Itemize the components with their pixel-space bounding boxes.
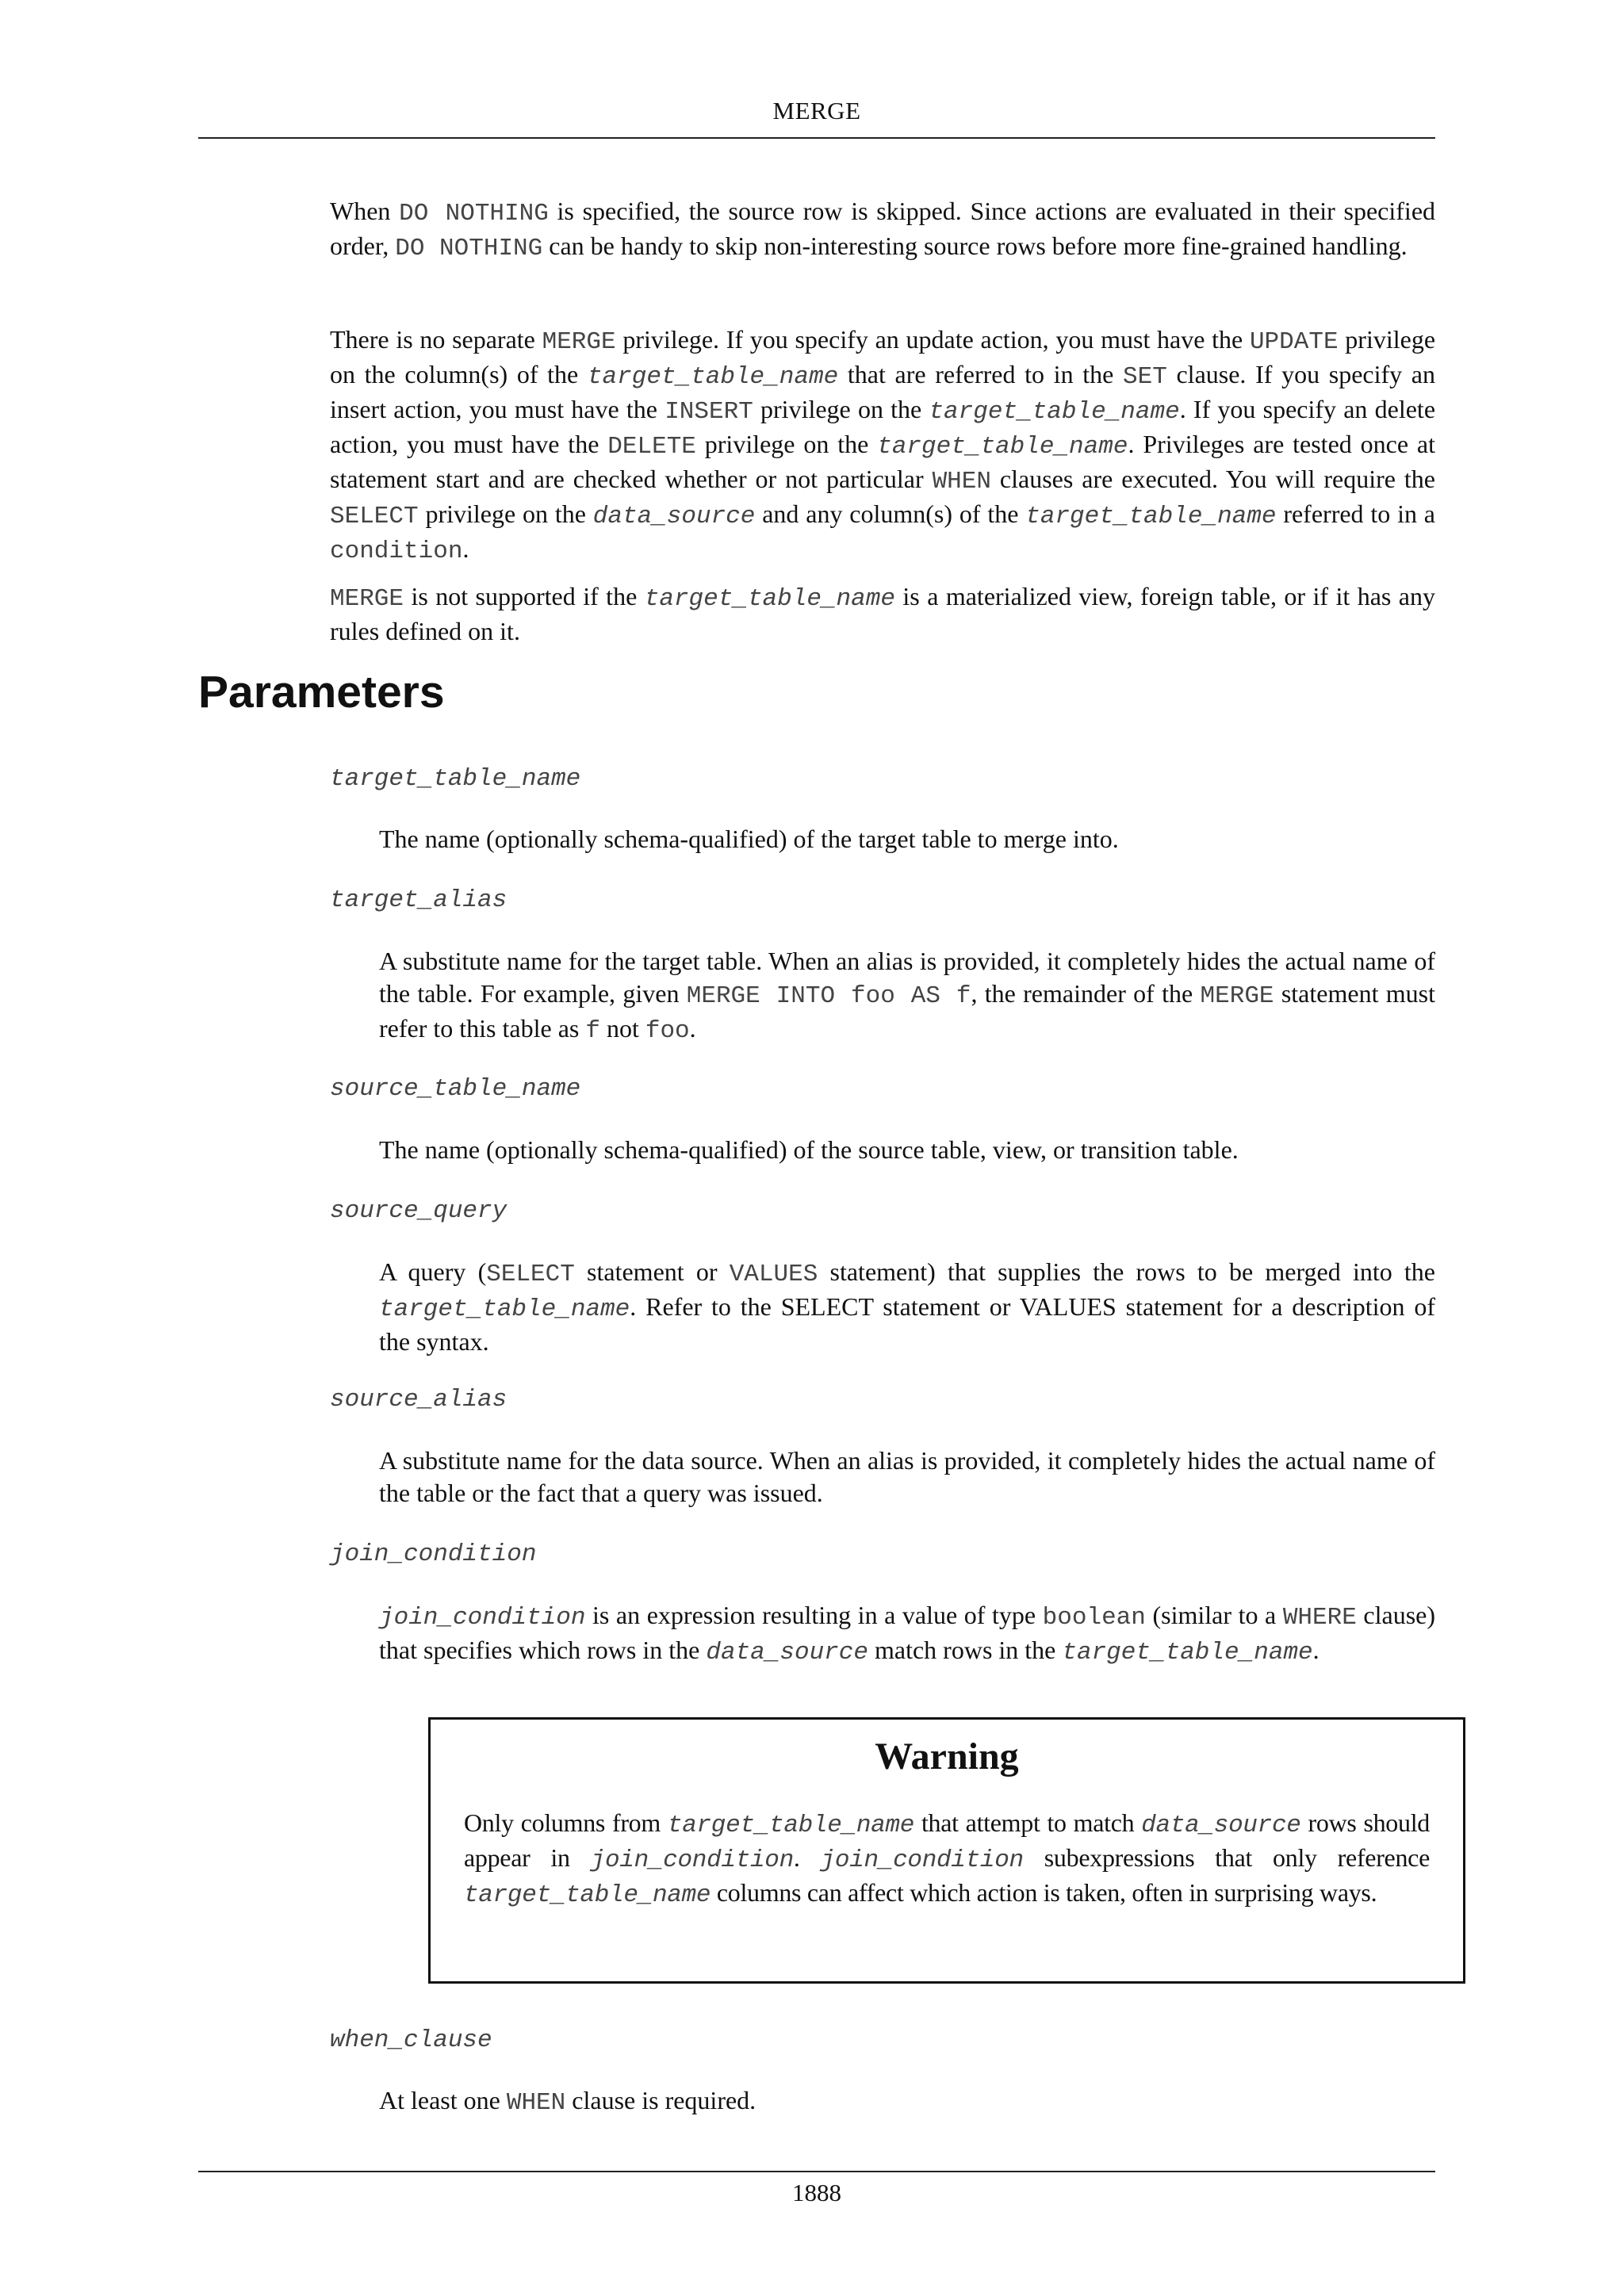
code-literal: UPDATE [1249,328,1339,356]
param-desc-when-clause [379,2084,1435,2119]
param-desc-source-table-name [379,1134,1435,1166]
text-run: . Privileges are tested once at statement start and are checked whether or not particular [330,430,1436,493]
text-run: . If you specify an delete action, you must have the [330,395,1436,458]
code-literal: WHEN [506,2089,566,2117]
code-placeholder: target_table_name [1025,503,1277,530]
text-run: match rows in the [868,1636,1063,1664]
running-header-title: MERGE [772,97,861,124]
param-term-source-alias: source_alias [330,1386,508,1414]
code-literal: VALUES [729,1261,818,1288]
text-run: When [330,197,400,225]
text-run: A query ( [379,1257,487,1286]
text-run: privilege on the [418,499,593,528]
code-placeholder: target_table_name [877,433,1128,461]
param-term-when-clause: when_clause [330,2026,492,2054]
param-desc-target-alias [379,945,1435,1047]
param-term-target-alias: target_alias [330,886,508,914]
code-placeholder: join_condition [379,1604,586,1632]
header-rule [198,137,1435,139]
text-run: statement must refer to this table as [379,979,1436,1043]
intro-paragraph-privileges [330,323,1435,568]
text-run: statement or [574,1257,730,1286]
text-run: . Refer to the SELECT statement or VALUES statement for a description of the syntax. [379,1292,1435,1356]
text-run: Only columns from [464,1808,668,1837]
warning-title: Warning [875,1735,1019,1777]
param-desc-target-table-name [379,823,1435,855]
code-literal: MERGE INTO foo AS f [686,982,971,1010]
code-placeholder: data_source [1141,1812,1301,1839]
text-run: is not supported if the [404,582,645,610]
code-literal: MERGE [542,328,616,356]
code-literal: DO NOTHING [395,235,543,262]
code-placeholder: join_condition [590,1846,794,1874]
param-term-source-table-name: source_table_name [330,1075,581,1103]
text-run: The name (optionally schema-qualified) of the target table to merge into. [379,825,1119,853]
code-placeholder: target_table_name [379,1295,630,1323]
page-number: 1888 [792,2179,841,2206]
text-run: statement) that supplies the rows to be merged into the [818,1257,1436,1286]
code-placeholder: target_table_name [1062,1639,1313,1667]
param-term-join-condition: join_condition [330,1540,537,1568]
code-literal: DO NOTHING [399,200,549,228]
code-literal: f [585,1017,600,1045]
text-run: columns can affect which action is taken, often in surprising ways. [710,1878,1377,1907]
text-run: . [462,534,469,563]
text-run: that attempt to match [914,1808,1142,1837]
code-literal: SELECT [486,1261,575,1288]
code-literal: MERGE [330,585,404,613]
text-run: A substitute name for the target table. When an alias is provided, it completely hides the actual name of the table. For example, given [379,947,1435,1008]
text-run: (similar to a [1145,1601,1283,1629]
text-run: . [689,1014,696,1043]
intro-paragraph-do-nothing [330,195,1435,265]
param-term-source-query: source_query [330,1197,508,1225]
text-run: is a materialized view, foreign table, or if it has any rules defined on it. [330,582,1436,645]
param-desc-join-condition [379,1599,1435,1669]
section-heading-parameters: Parameters [198,667,445,718]
code-literal: SET [1123,363,1167,391]
code-placeholder: data_source [706,1639,868,1667]
text-run: and any column(s) of the [755,499,1026,528]
text-run: The name (optionally schema-qualified) of the source table, view, or transition table. [379,1135,1239,1164]
code-literal: WHEN [932,468,991,496]
code-literal: WHERE [1282,1604,1357,1632]
code-placeholder: target_table_name [587,363,839,391]
text-run: privilege on the [753,395,929,423]
text-run: At least one [379,2086,507,2114]
warning-box [428,1717,1465,1984]
text-run: referred to in a [1276,499,1436,528]
text-run: clause. If you specify an insert action, you must have the [330,360,1436,423]
code-placeholder: target_table_name [644,585,895,613]
param-term-target-table-name: target_table_name [330,765,581,793]
text-run: , the remainder of the [971,979,1201,1008]
text-run: rows should appear in [464,1808,1430,1872]
param-desc-source-alias [379,1445,1435,1510]
text-run: privilege on the [695,430,878,458]
code-literal: boolean [1042,1604,1146,1632]
code-placeholder: target_table_name [929,398,1180,426]
text-run: is specified, the source row is skipped. Since actions are evaluated in their specified order, [330,197,1436,260]
param-desc-source-query [379,1256,1435,1358]
intro-paragraph-restrictions [330,580,1435,648]
code-literal: condition [330,538,463,565]
text-run: clauses are executed. You will require the [990,465,1436,493]
text-run: . [1312,1636,1320,1664]
code-literal: foo [645,1017,690,1045]
code-placeholder: data_source [592,503,756,530]
text-run: . [793,1843,821,1872]
code-placeholder: join_condition [820,1846,1024,1874]
text-run: privilege on the column(s) of the [330,325,1436,388]
text-run: There is no separate [330,325,542,354]
code-placeholder: target_table_name [667,1812,915,1839]
text-run: clause is required. [565,2086,756,2114]
text-run: is an expression resulting in a value of type [585,1601,1043,1629]
code-placeholder: target_table_name [464,1881,711,1909]
text-run: subexpressions that only reference [1023,1843,1430,1872]
text-run: privilege. If you specify an update action, you must have the [615,325,1250,354]
code-literal: DELETE [607,433,696,461]
code-literal: SELECT [330,503,419,530]
text-run: not [599,1014,645,1043]
footer-rule [198,2171,1435,2172]
warning-body [464,1807,1430,1911]
code-literal: MERGE [1200,982,1274,1010]
text-run: clause) that specifies which rows in the [379,1601,1436,1664]
text-run: that are referred to in the [838,360,1123,388]
text-run: A substitute name for the data source. When an alias is provided, it completely hides the actual name of the table or the fact that a query was issued. [379,1446,1435,1507]
code-literal: INSERT [665,398,753,426]
text-run: can be handy to skip non-interesting source rows before more fine-grained handling. [542,232,1408,260]
